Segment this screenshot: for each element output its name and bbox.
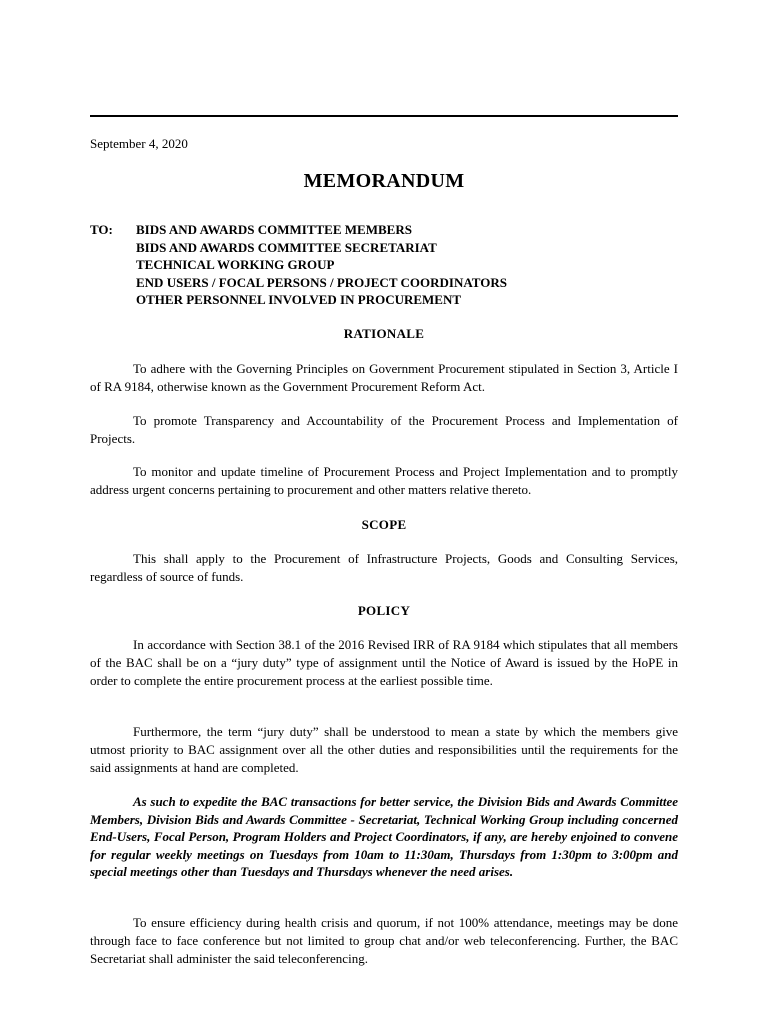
policy-paragraph-3: As such to expedite the BAC transactions for better service, the Division Bids and Awards Committee Members, Division Bids and Awards Committee - Secretariat, Technical Working Group including concerned End-Users, Focal Person, Program Holders and Project Coordinators, if any, are hereby enjoined to convene for regular weekly meetings on Tuesdays from 10am to 11:30am, Thursdays from 1:30pm to 3:00pm and special meetings other than Tuesdays and Thursdays whenever the need arises. <box>90 794 678 879</box>
recipient-other-personnel: OTHER PERSONNEL INVOLVED IN PROCUREMENT <box>136 292 462 308</box>
policy-paragraph-4: To ensure efficiency during health crisis and quorum, if not 100% attendance, meetings may be done through face to face conference but not limited to group chat and/or web teleconferencing. Further, the BAC Secretariat shall administer the said teleconferencing. <box>90 915 678 966</box>
memo-date: September 4, 2020 <box>90 136 188 151</box>
rationale-paragraph-1: To adhere with the Governing Principles on Government Procurement stipulated in Section 3, Article I of RA 9184, otherwise known as the Government Procurement Reform Act. <box>90 361 678 394</box>
rationale-paragraph-2: To promote Transparency and Accountability of the Procurement Process and Implementation of Projects. <box>90 413 678 446</box>
scope-heading: SCOPE <box>361 517 407 532</box>
memo-title: MEMORANDUM <box>303 170 465 192</box>
to-label: TO: <box>90 222 113 237</box>
rationale-paragraph-3: To monitor and update timeline of Procurement Process and Project Implementation and to promptly address urgent concerns pertaining to procurement and other matters relative thereto. <box>90 464 678 497</box>
rationale-heading: RATIONALE <box>343 326 425 341</box>
header-rule <box>90 115 678 117</box>
recipient-bac-members: BIDS AND AWARDS COMMITTEE MEMBERS <box>136 222 412 237</box>
recipient-bac-secretariat: BIDS AND AWARDS COMMITTEE SECRETARIAT <box>136 239 437 255</box>
recipient-end-users: END USERS / FOCAL PERSONS / PROJECT COORDINATORS <box>136 274 507 290</box>
policy-paragraph-1: In accordance with Section 38.1 of the 2016 Revised IRR of RA 9184 which stipulates that all members of the BAC shall be on a “jury duty” type of assignment until the Notice of Award is issued by the HoPE in order to complete the entire procurement process at the earliest possible time. <box>90 637 678 688</box>
policy-paragraph-2: Furthermore, the term “jury duty” shall be understood to mean a state by which the members give utmost priority to BAC assignment over all the other duties and responsibilities until the requirements for the said assignments at hand are completed. <box>90 724 678 775</box>
policy-heading: POLICY <box>357 603 411 618</box>
recipient-list <box>136 221 507 309</box>
recipient-technical-working-group: TECHNICAL WORKING GROUP <box>136 257 335 273</box>
scope-paragraph-1: This shall apply to the Procurement of Infrastructure Projects, Goods and Consulting Services, regardless of source of funds. <box>90 551 678 584</box>
memorandum-page <box>90 0 678 1024</box>
